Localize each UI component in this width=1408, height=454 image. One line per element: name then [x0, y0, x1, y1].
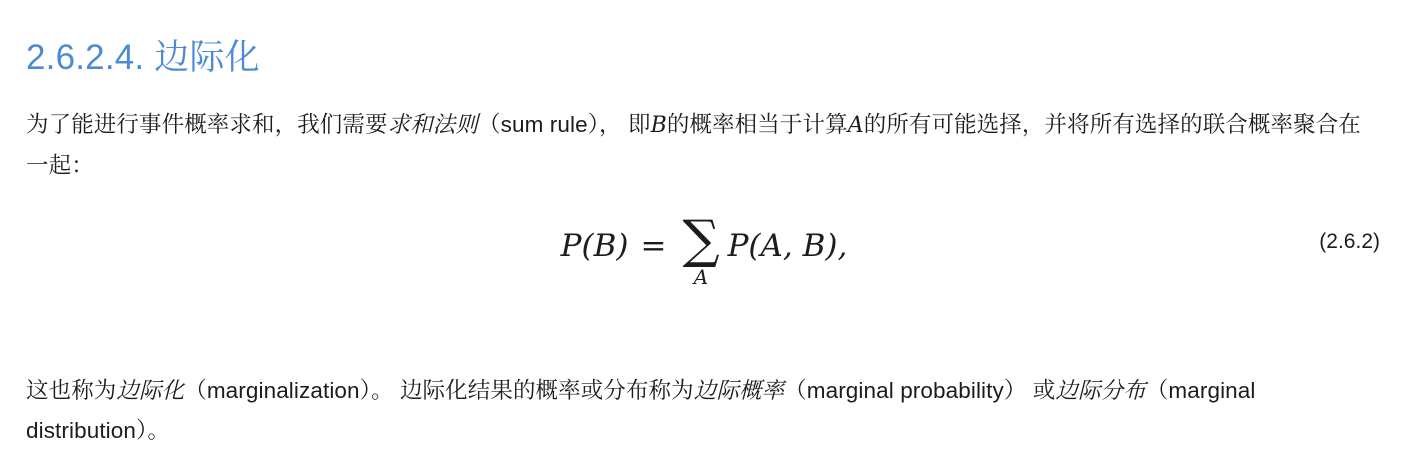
inline-math-b: B — [650, 112, 667, 138]
equation-row — [561, 196, 848, 296]
paragraph-marginalization — [26, 371, 1326, 451]
summation-operator — [682, 210, 720, 289]
paragraph-intro — [26, 105, 1382, 186]
equation-rhs: P(A, B), — [727, 227, 848, 264]
equation-equals-sign: = — [640, 227, 667, 264]
paragraph-intro-seg-5: 的所有可能选择，并将所有选择的联合概率聚合在一起： — [26, 111, 1361, 178]
paragraph-intro-emphasis-sum-rule: 求和法则 — [387, 111, 479, 137]
paragraph-marg-seg-7: （marginal distribution）。 — [26, 377, 1256, 443]
paragraph-intro-seg-1: 为了能进行事件概率求和，我们需要 — [26, 111, 388, 137]
equation-number: (2.6.2) — [1319, 230, 1380, 253]
inline-math-a: A — [847, 112, 864, 138]
paragraph-marg-seg-3: （marginalization）。 边际化结果的概率或分布称为 — [184, 377, 694, 403]
paragraph-intro-seg-4: 的概率相当于计算 — [666, 111, 848, 137]
equation-block — [0, 196, 1408, 306]
paragraph-marg-emphasis-marginalization: 边际化 — [116, 377, 185, 403]
equation-lhs: P(B) — [560, 227, 629, 264]
section-heading: 2.6.2.4. 边际化 — [26, 38, 260, 78]
summation-subscript: A — [693, 265, 709, 289]
paragraph-intro-seg-3: （sum rule）， 即 — [478, 111, 651, 137]
paragraph-marg-seg-5: （marginal probability） 或 — [784, 377, 1056, 403]
paragraph-marg-emphasis-marginal-distribution: 边际分布 — [1055, 377, 1146, 403]
paragraph-marg-seg-1: 这也称为 — [26, 377, 117, 403]
sigma-icon: ∑ — [682, 210, 720, 270]
paragraph-marg-emphasis-marginal-probability: 边际概率 — [693, 377, 785, 403]
equation-content — [0, 196, 1408, 296]
